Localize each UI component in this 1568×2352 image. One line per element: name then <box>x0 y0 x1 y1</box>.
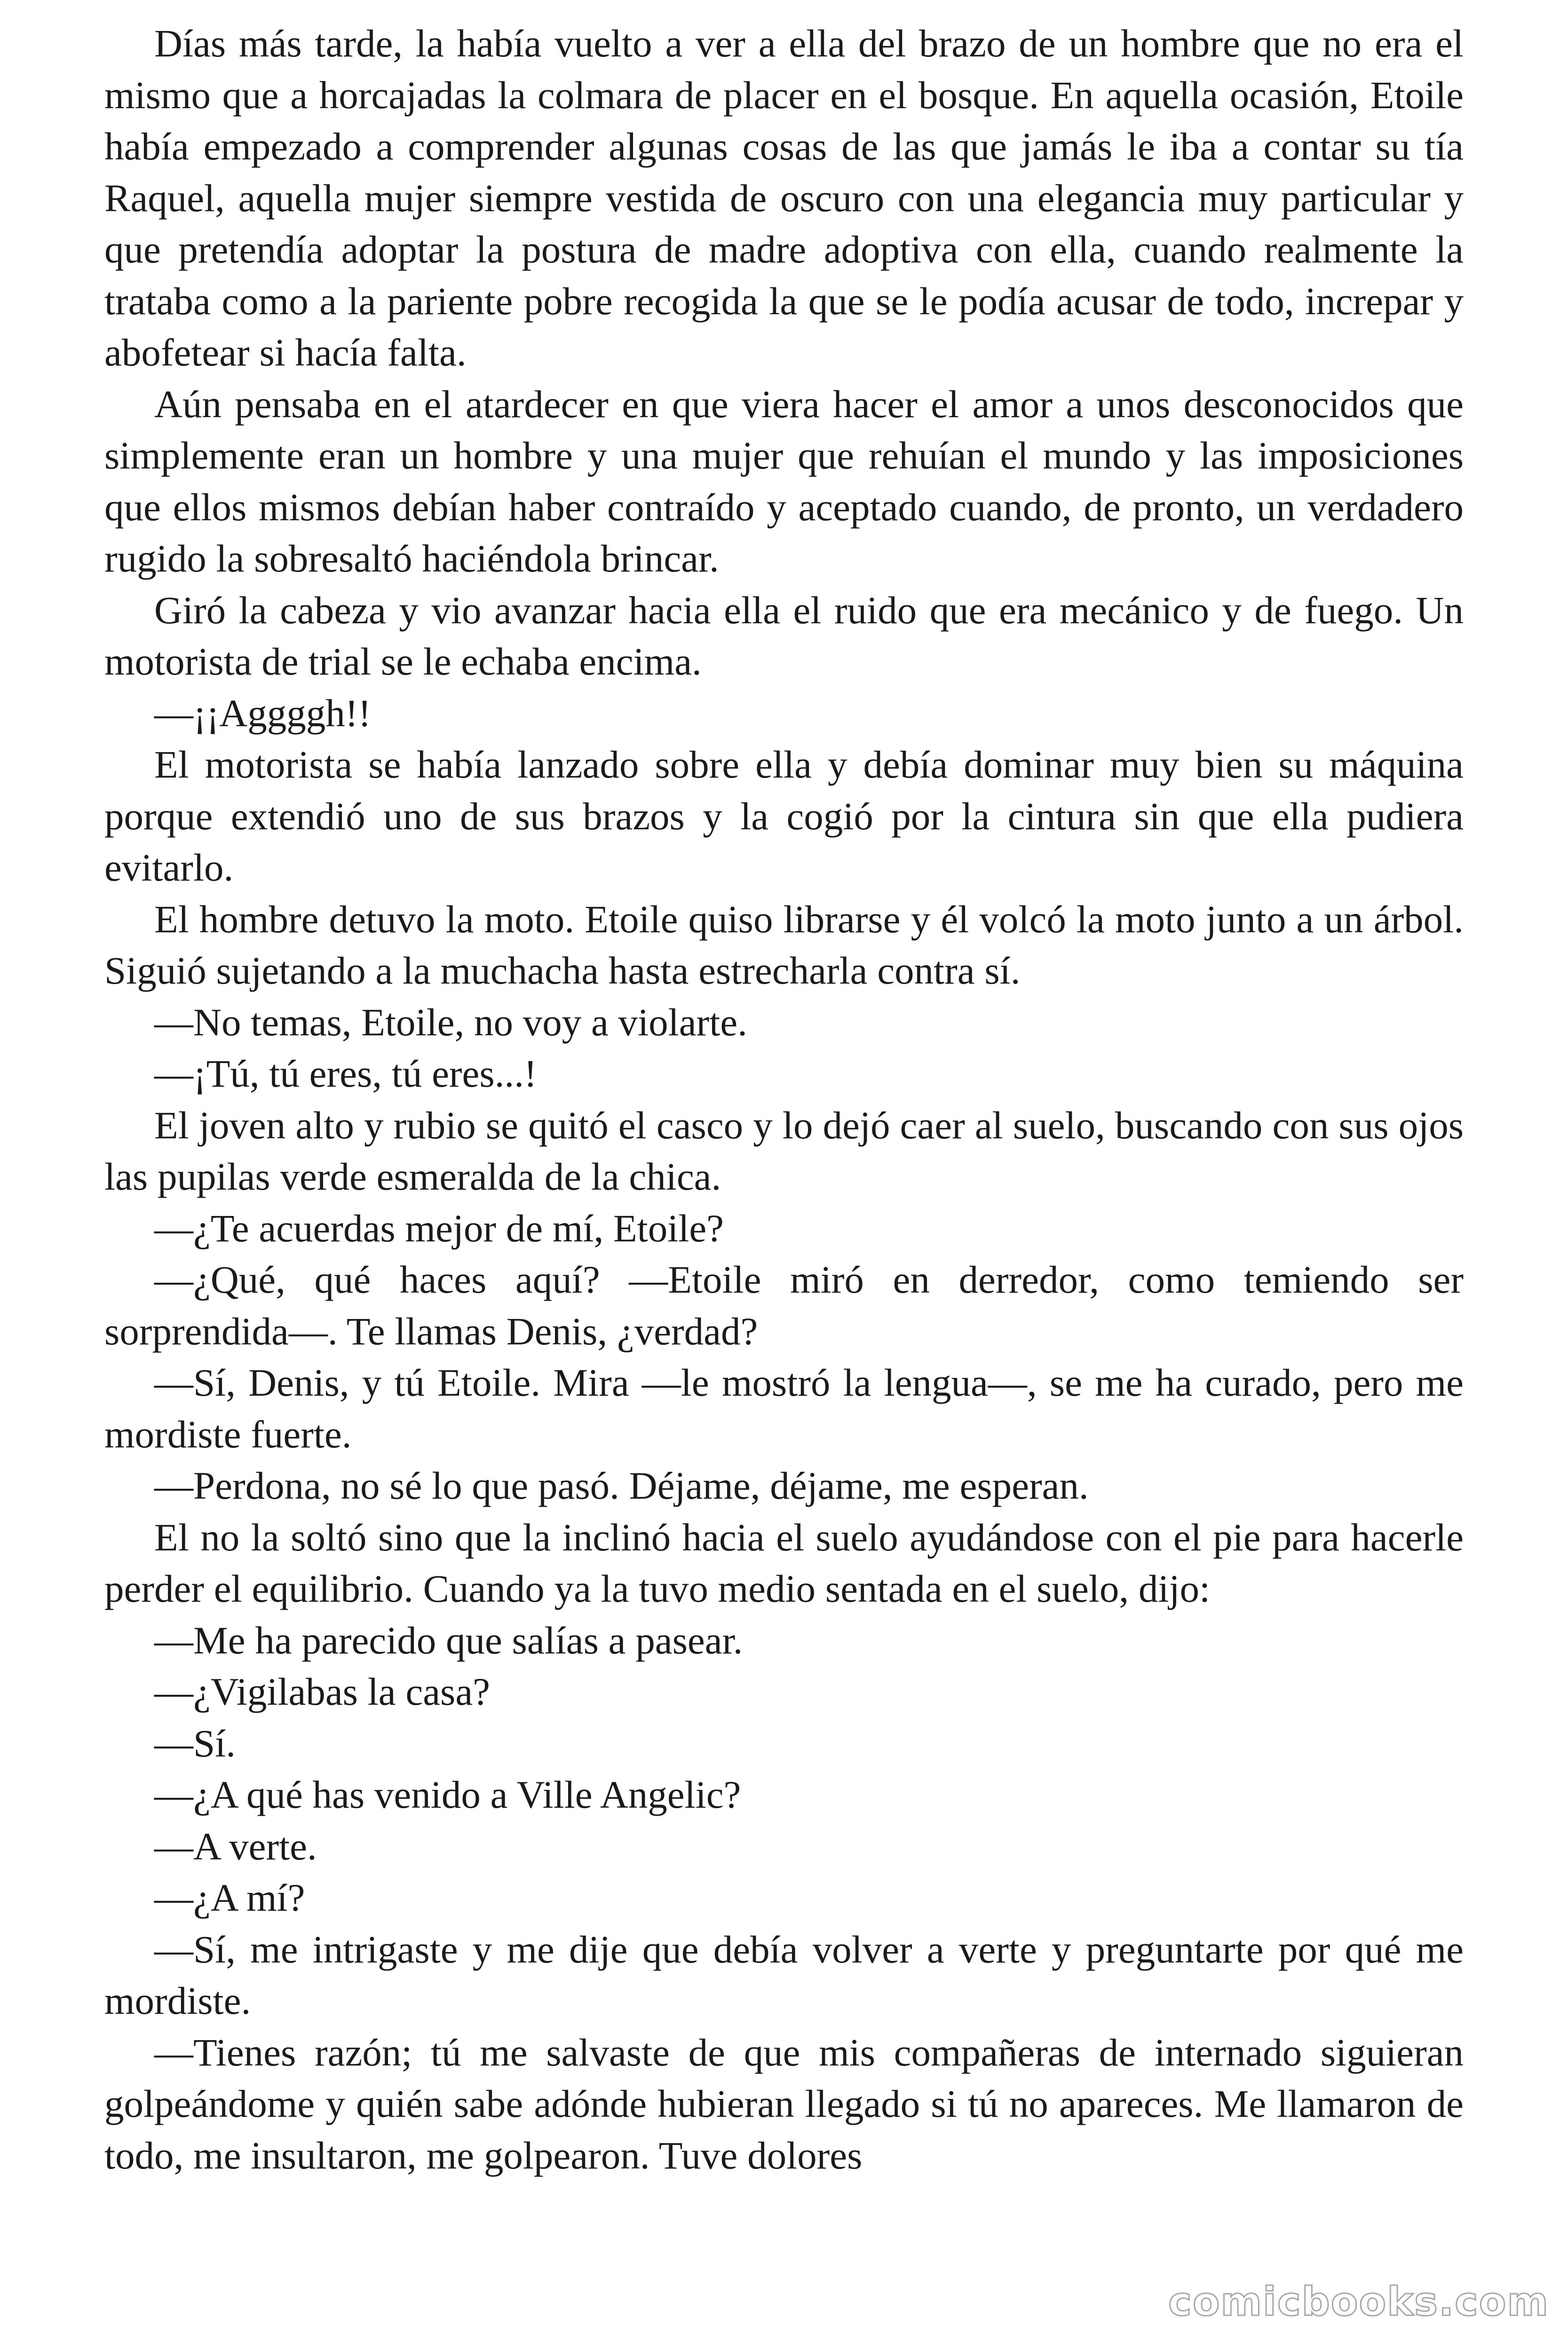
paragraph: Días más tarde, la había vuelto a ver a ella del brazo de un hombre que no era el mismo que a horcajadas la colmara de placer en el bosque. En aquella ocasión, Etoile había empezado a comprender algunas cosas de las que jamás le iba a contar su tía Raquel, aquella mujer siempre vestida de oscuro con una elegancia muy particular y que pretendía adoptar la postura de madre adoptiva con ella, cuando realmente la trataba como a la pariente pobre recogida la que se le podía acusar de todo, increpar y abofetear si hacía falta. <box>104 22 1464 374</box>
dialogue-line: —Sí. <box>154 1721 236 1765</box>
dialogue-line: —¿A qué has venido a Ville Angelic? <box>154 1773 741 1816</box>
paragraph: El no la soltó sino que la inclinó hacia el suelo ayudándose con el pie para hacerle perder el equilibrio. Cuando ya la tuvo medio sentada en el suelo, dijo: <box>104 1515 1464 1610</box>
dialogue-line: —¡¡Aggggh!! <box>154 691 371 735</box>
paragraph: El joven alto y rubio se quitó el casco y lo dejó caer al suelo, buscando con sus ojos las pupilas verde esmeralda de la chica. <box>104 1103 1464 1198</box>
dialogue-line: —Perdona, no sé lo que pasó. Déjame, déjame, me esperan. <box>154 1464 1089 1507</box>
paragraph: Aún pensaba en el atardecer en que viera hacer el amor a unos desconocidos que simplemente eran un hombre y una mujer que rehuían el mundo y las imposiciones que ellos mismos debían haber contraído y aceptado cuando, de pronto, un verdadero rugido la sobresaltó haciéndola brincar. <box>104 382 1464 580</box>
dialogue-line: —Tienes razón; tú me salvaste de que mis compañeras de internado siguieran golpeándome y quién sabe adónde hubieran llegado si tú no apareces. Me llamaron de todo, me insultaron, me golpearon. Tuve dolores <box>104 2030 1464 2177</box>
paragraph: El hombre detuvo la moto. Etoile quiso librarse y él volcó la moto junto a un árbol. Siguió sujetando a la muchacha hasta estrecharla contra sí. <box>104 897 1464 992</box>
dialogue-line: —¿A mí? <box>154 1876 305 1919</box>
paragraph: El motorista se había lanzado sobre ella y debía dominar muy bien su máquina porque extendió uno de sus brazos y la cogió por la cintura sin que ella pudiera evitarlo. <box>104 743 1464 889</box>
dialogue-line: —Sí, Denis, y tú Etoile. Mira —le mostró la lengua—, se me ha curado, pero me mordiste fuerte. <box>104 1361 1464 1456</box>
dialogue-line: —¡Tú, tú eres, tú eres...! <box>154 1052 537 1095</box>
paragraph: Giró la cabeza y vio avanzar hacia ella el ruido que era mecánico y de fuego. Un motorista de trial se le echaba encima. <box>104 588 1464 683</box>
dialogue-line: —¿Qué, qué haces aquí? —Etoile miró en derredor, como temiendo ser sorprendida—. Te llamas Denis, ¿verdad? <box>104 1258 1464 1353</box>
dialogue-line: —No temas, Etoile, no voy a violarte. <box>154 1000 747 1044</box>
dialogue-line: —Me ha parecido que salías a pasear. <box>154 1618 743 1662</box>
watermark: comicbooks.com <box>1168 2279 1549 2325</box>
body-text <box>104 18 1464 2181</box>
dialogue-line: —¿Te acuerdas mejor de mí, Etoile? <box>154 1206 724 1250</box>
dialogue-line: —A verte. <box>154 1824 317 1868</box>
dialogue-line: —Sí, me intrigaste y me dije que debía volver a verte y preguntarte por qué me mordiste. <box>104 1927 1464 2022</box>
dialogue-line: —¿Vigilabas la casa? <box>154 1670 491 1713</box>
